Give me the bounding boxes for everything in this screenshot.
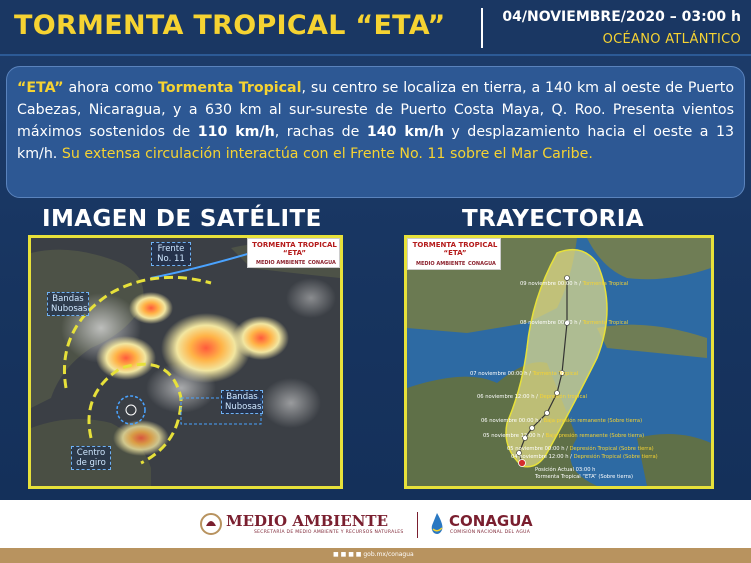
track-time: 06 noviembre 00:00 h [481,418,539,424]
track-status: Baja presión remanente (Sobre tierra) [545,433,645,439]
track-sep: / [540,433,546,439]
track-sep: / [527,371,533,377]
medio-ambiente-subtitle: SECRETARÍA DE MEDIO AMBIENTE Y RECURSOS NATURALES [254,530,404,535]
track-point-label [470,371,578,377]
conagua-drop-icon [428,511,446,537]
track-time: 06 noviembre 12:00 h [477,394,535,400]
track-status: Depresión tropical [539,394,587,400]
trajectory-chip-logo-b: CONAGUA [468,261,496,267]
front-label: Frente No. 11 [151,242,191,266]
track-status: Baja presión remanente (Sobre tierra) [543,418,643,424]
trajectory-chip-logo-a: MEDIO AMBIENTE [416,261,466,267]
storm-summary-box [6,66,745,198]
track-point-label [507,446,654,452]
footer-logos [0,500,751,548]
bands-label-east: Bandas Nubosas [221,390,263,414]
header-divider [481,8,483,48]
storm-summary-text [17,77,734,165]
current-position-status: Tormenta Tropical “ETA” (Sobre tierra) [535,474,634,480]
summary-highlight: Su extensa circulación interactúa con el Frente No. 11 sobre el Mar Caribe. [61,146,593,162]
track-status: Depresión Tropical (Sobre tierra) [573,454,658,460]
max-winds: 110 km/h [197,124,275,140]
track-sep: / [538,418,544,424]
track-time: 05 noviembre 00:00 h [507,446,565,452]
track-sep: / [577,281,583,287]
satellite-chip-logo-b: CONAGUA [308,260,336,266]
conagua-subtitle: COMISIÓN NACIONAL DEL AGUA [450,530,531,535]
summary-part: ahora como [63,80,159,96]
track-point-label [483,433,644,439]
track-sep: / [577,320,583,326]
track-sep: / [568,454,574,460]
social-links [333,551,414,558]
track-point-label [511,454,658,460]
center-label: Centro de giro [71,446,111,470]
track-time: 04 noviembre 12:00 h [511,454,569,460]
trajectory-map [404,235,714,489]
facebook-icon[interactable]: ■ [333,551,339,558]
satellite-chip-title: TORMENTA TROPICAL “ETA” [252,241,337,257]
track-status: Tormenta Tropical [582,281,629,287]
trajectory-chip [407,238,501,270]
track-time: 09 noviembre 00:00 h [520,281,578,287]
track-time: 05 noviembre 12:00 h [483,433,541,439]
track-point-label [520,281,628,287]
medio-ambiente-emblem-icon [200,511,222,537]
summary-part: y desplazamiento hacia el oeste a 13 km/h. [17,124,735,162]
twitter-icon[interactable]: ■ [340,551,347,558]
medio-ambiente-logo: MEDIO AMBIENTE [226,512,389,530]
youtube-icon[interactable]: ■ [348,551,354,558]
track-point-label [520,320,628,326]
track-status: Tormenta Tropical [532,371,579,377]
track-time: 07 noviembre 00:00 h [470,371,528,377]
storm-category: Tormenta Tropical [158,80,302,96]
ocean-label: OCÉANO ATLÁNTICO [602,32,741,47]
satellite-chip-logo-a: MEDIO AMBIENTE [256,260,306,266]
footer-divider [417,512,418,538]
track-time: 08 noviembre 00:00 h [520,320,578,326]
summary-part: , rachas de [274,124,367,140]
track-point-label [477,394,587,400]
track-status: Tormenta Tropical [582,320,629,326]
track-sep: / [564,446,570,452]
wind-gusts: 140 km/h [366,124,444,140]
track-sep: / [534,394,540,400]
satellite-image [28,235,343,489]
storm-name: “ETA” [17,80,64,96]
satellite-chip [247,238,340,268]
satellite-heading: IMAGEN DE SATÉLITE [42,206,322,232]
track-status: Depresión Tropical (Sobre tierra) [569,446,654,452]
trajectory-chip-title: TORMENTA TROPICAL “ETA” [412,241,498,257]
track-point-label [481,418,642,424]
header-bar [0,0,751,56]
conagua-logo: CONAGUA [449,512,533,530]
bands-label-west: Bandas Nubosas [47,292,89,316]
instagram-icon[interactable]: ■ [355,551,362,558]
bulletin-date: 04/NOVIEMBRE/2020 – 03:00 h [502,9,741,25]
trajectory-heading: TRAYECTORIA [462,206,644,232]
summary-part: , su centro se localiza en tierra, a 140 km al oeste de Puerto Cabezas, Nicaragua, y a 630 km al sur-sureste de Puerto Costa Maya, Q. Roo. Presenta vientos máximos sostenidos de [17,80,734,140]
current-position-label: Posición Actual 03:00 h [535,467,596,473]
page-title: TORMENTA TROPICAL “ETA” [14,10,446,41]
website-link[interactable]: gob.mx/conagua [363,551,414,558]
